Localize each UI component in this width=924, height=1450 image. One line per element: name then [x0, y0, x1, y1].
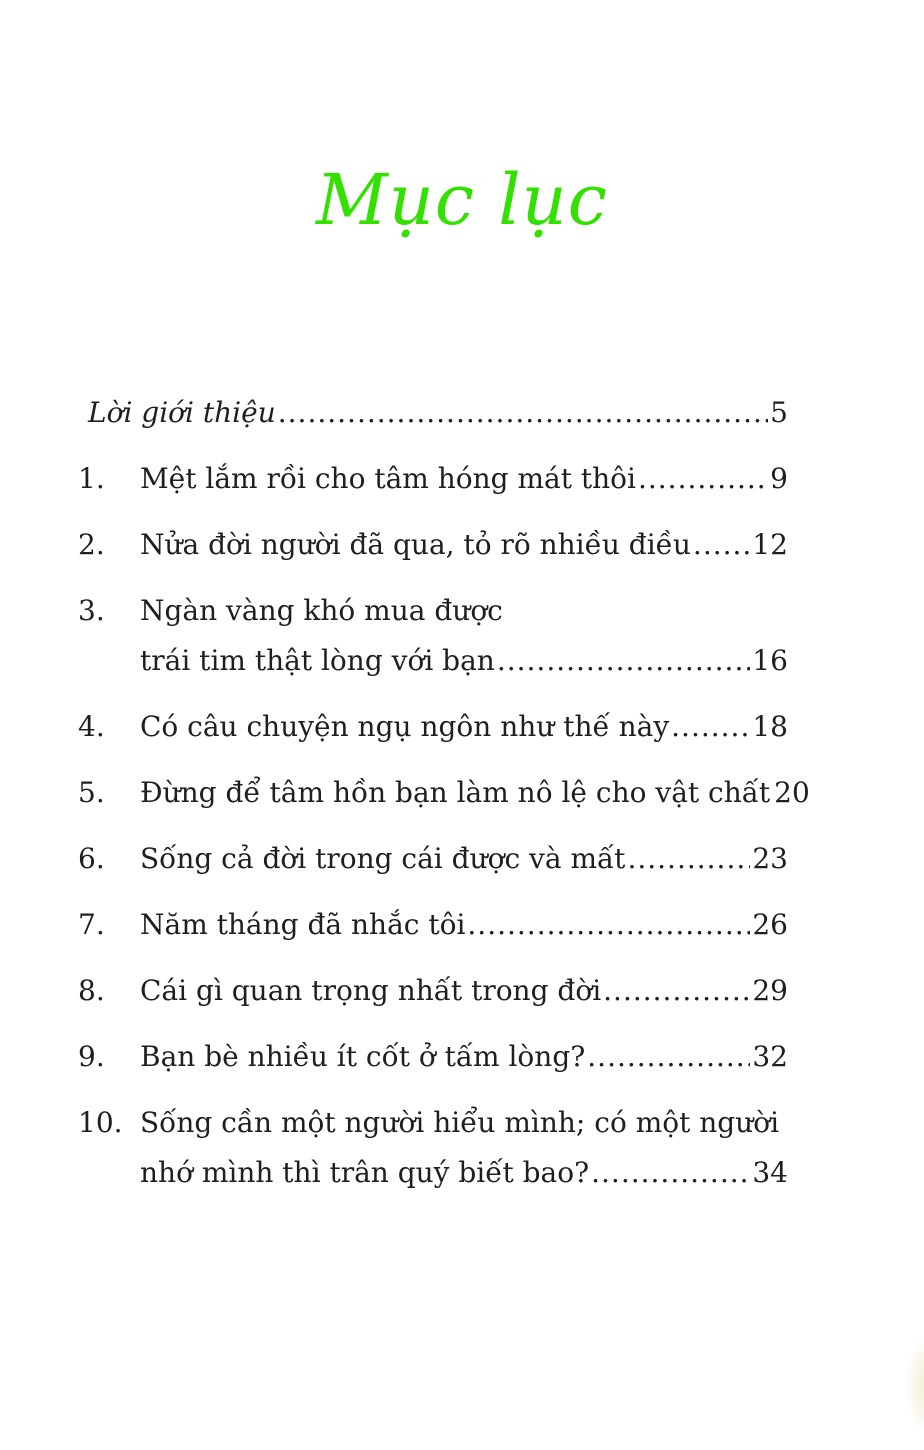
toc-entry-number: 5.	[78, 776, 105, 809]
toc-entry-body	[140, 520, 788, 570]
toc-entry-line	[140, 702, 788, 752]
dot-leader	[693, 520, 750, 570]
toc-entry-title: Năm tháng đã nhắc tôi	[140, 908, 466, 941]
toc-entry-7	[78, 900, 788, 950]
toc-entry-number: 1.	[78, 462, 105, 495]
toc-entry-title: trái tim thật lòng với bạn	[140, 644, 495, 677]
toc-entry-number: 4.	[78, 710, 105, 743]
toc-entry-line	[140, 636, 788, 686]
toc-entry-title: Đừng để tâm hồn bạn làm nô lệ cho vật chất	[140, 776, 771, 809]
toc-entry-body	[140, 768, 810, 818]
toc-page-number: 9	[770, 462, 788, 495]
toc-entry-number: 10.	[78, 1106, 123, 1139]
toc-entry-number: 3.	[78, 594, 105, 627]
toc-entry-body	[140, 966, 788, 1016]
toc-page-number: 26	[752, 908, 788, 941]
dot-leader	[603, 966, 750, 1016]
toc-entry-6	[78, 834, 788, 884]
toc-entry-line	[140, 900, 788, 950]
toc-entry-line	[140, 966, 788, 1016]
toc-entry-line	[88, 388, 788, 438]
toc-page-number: 12	[752, 528, 788, 561]
toc-entry-1	[78, 454, 788, 504]
toc-entry-intro	[78, 388, 788, 438]
toc-entry-body	[140, 586, 788, 686]
toc-entry-2	[78, 520, 788, 570]
toc-page-number: 16	[752, 644, 788, 677]
toc-page-number: 5	[770, 396, 788, 429]
toc-entry-number: 8.	[78, 974, 105, 1007]
toc-entry-title-line: Ngàn vàng khó mua được	[140, 594, 503, 627]
toc-entry-title: nhớ mình thì trân quý biết bao?	[140, 1156, 590, 1189]
toc-entry-4	[78, 702, 788, 752]
dot-leader	[671, 702, 750, 752]
toc-entry-3	[78, 586, 788, 686]
toc-entry-title: Nửa đời người đã qua, tỏ rõ nhiều điều	[140, 528, 691, 561]
toc-page-number: 32	[752, 1040, 788, 1073]
toc-entry-body	[140, 834, 788, 884]
toc-entry-number: 6.	[78, 842, 105, 875]
toc-entry-body	[140, 1098, 788, 1198]
toc-entry-line	[140, 768, 810, 818]
dot-leader	[497, 636, 751, 686]
dot-leader	[278, 388, 768, 438]
toc-page-number: 20	[774, 776, 810, 809]
toc-entry-9	[78, 1032, 788, 1082]
toc-page-number: 18	[752, 710, 788, 743]
toc-entry-line	[140, 834, 788, 884]
dot-leader	[587, 1032, 750, 1082]
dot-leader	[627, 834, 750, 884]
toc-entry-line	[140, 1032, 788, 1082]
toc-entry-10	[78, 1098, 788, 1198]
toc-entry-number: 7.	[78, 908, 105, 941]
toc-entry-8	[78, 966, 788, 1016]
toc-entry-line	[140, 520, 788, 570]
toc-entry-number: 2.	[78, 528, 105, 561]
toc-page-number: 29	[752, 974, 788, 1007]
toc-entry-body	[140, 1032, 788, 1082]
toc-entry-line	[140, 454, 788, 504]
dot-leader	[591, 1148, 750, 1198]
dot-leader	[638, 454, 768, 504]
toc-entry-number: 9.	[78, 1040, 105, 1073]
toc-entry-body	[88, 388, 788, 438]
page-corner-stain	[906, 1340, 924, 1430]
toc-entry-title-line: Sống cần một người hiểu mình; có một người	[140, 1106, 780, 1139]
toc-entry-body	[140, 454, 788, 504]
toc-entry-title: Lời giới thiệu	[88, 396, 276, 429]
toc-page-number: 34	[752, 1156, 788, 1189]
toc-entry-5	[78, 768, 810, 818]
page-title: Mục lục	[316, 159, 608, 241]
toc-page-number: 23	[752, 842, 788, 875]
table-of-contents	[78, 388, 810, 1214]
toc-entry-title: Bạn bè nhiều ít cốt ở tấm lòng?	[140, 1040, 586, 1073]
toc-entry-title: Có câu chuyện ngụ ngôn như thế này	[140, 710, 670, 743]
toc-entry-title: Mệt lắm rồi cho tâm hóng mát thôi	[140, 462, 636, 495]
toc-entry-title: Cái gì quan trọng nhất trong đời	[140, 974, 602, 1007]
toc-entry-title: Sống cả đời trong cái được và mất	[140, 842, 626, 875]
dot-leader	[467, 900, 750, 950]
toc-entry-body	[140, 900, 788, 950]
toc-entry-body	[140, 702, 788, 752]
toc-entry-line	[140, 1148, 788, 1198]
